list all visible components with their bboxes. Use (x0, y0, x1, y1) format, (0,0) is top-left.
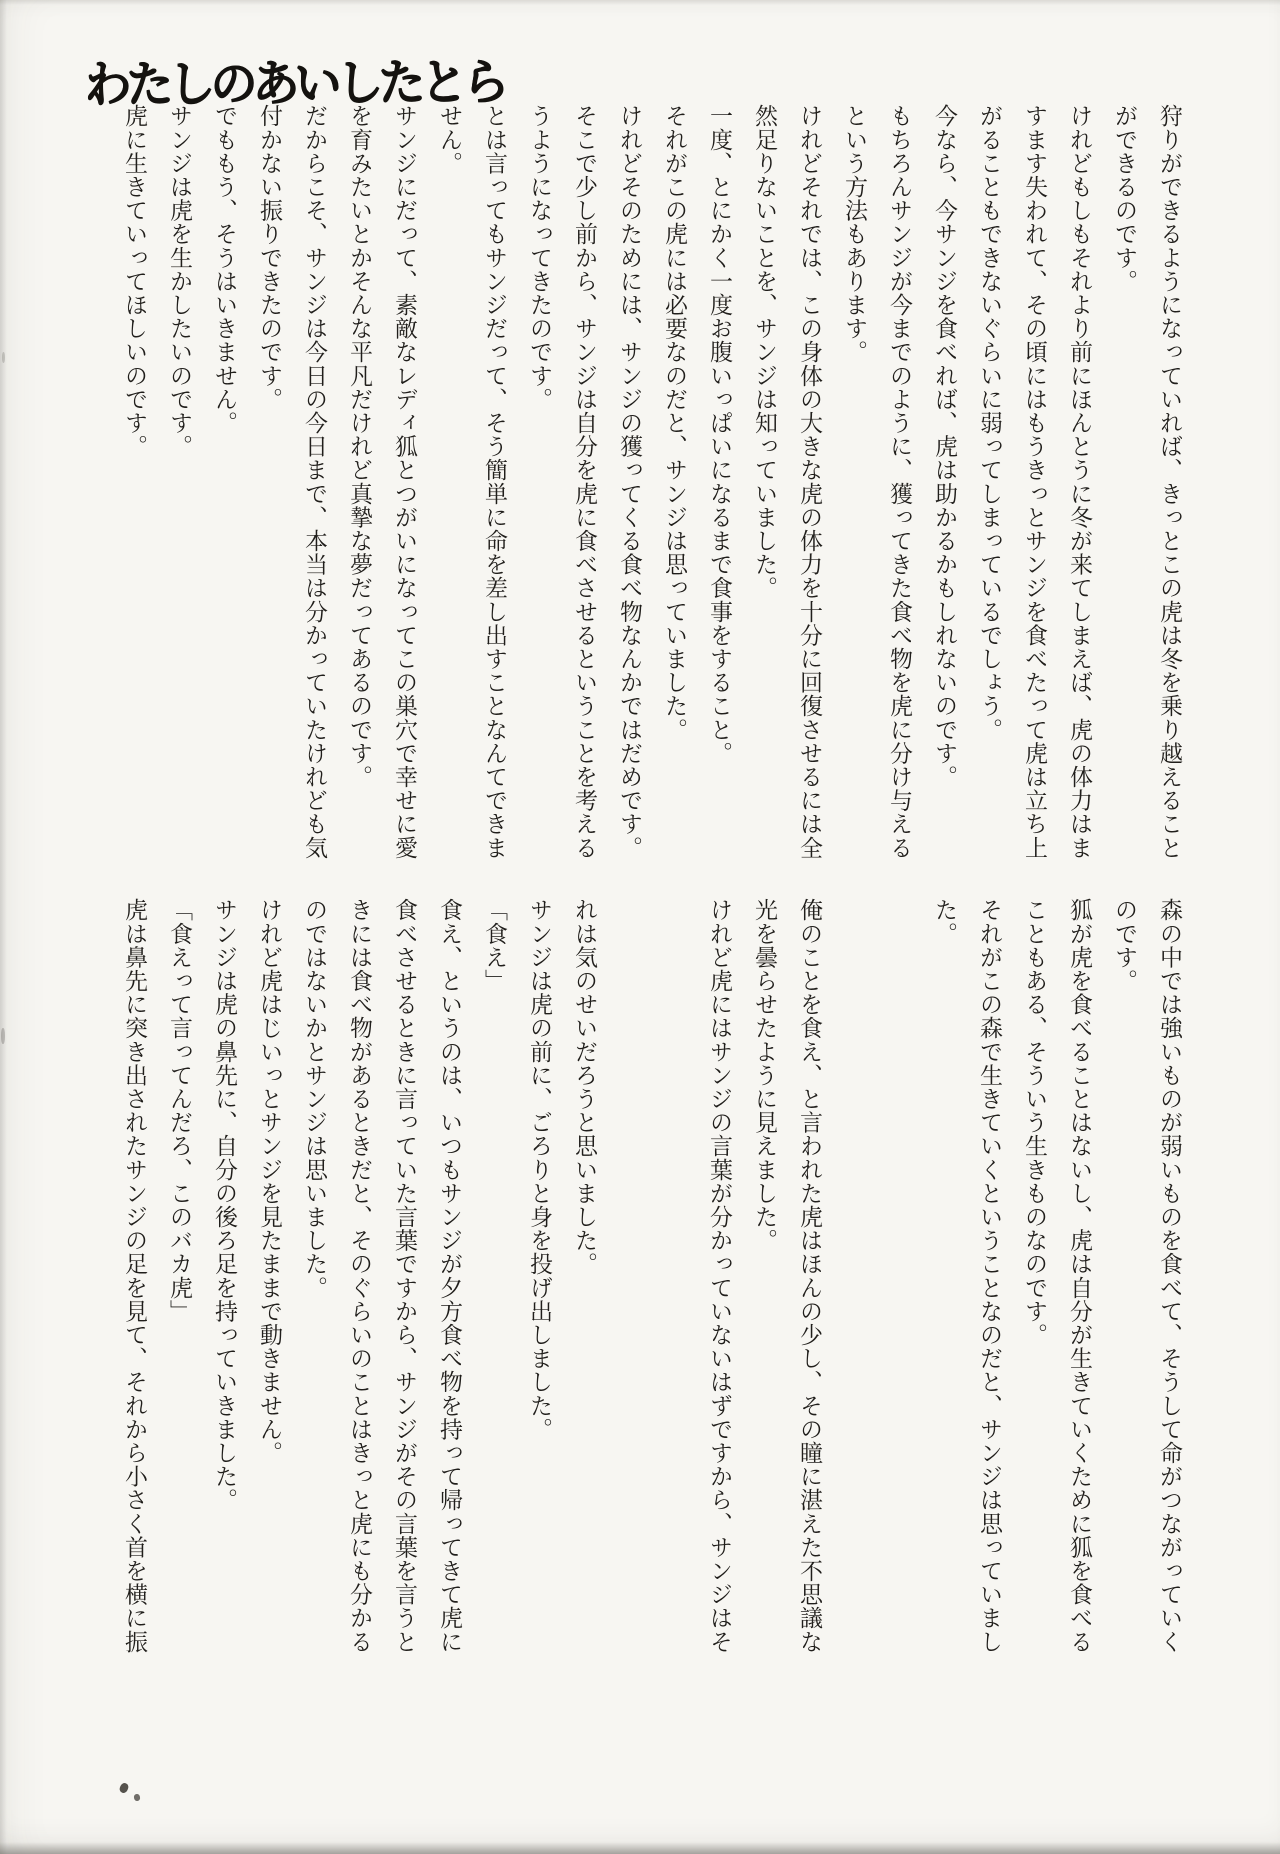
text-column: けれどそれでは、この身体の大きな虎の体力を十分に回復させるには全 (797, 104, 822, 860)
text-column: 森の中では強いものが弱いものを食べて、そうして命がつながっていく (1157, 898, 1182, 1654)
text-column: た。 (932, 898, 957, 946)
text-column (877, 898, 922, 1698)
text-column: れは気のせいだろうと思いました。 (572, 898, 597, 1276)
text-column: という方法もあります。 (842, 104, 867, 364)
text-column: うようになってきたのです。 (527, 104, 552, 411)
text-column: もちろんサンジが今までのように、獲ってきた食べ物を虎に分け与える (887, 104, 912, 860)
text-column (832, 898, 877, 1698)
text-column: けれど虎はじいっとサンジを見たままで動きません。 (257, 898, 282, 1465)
text-column: とは言ってもサンジだって、そう簡単に命を差し出すことなんてできま (482, 104, 507, 860)
scan-edge-shadow-top (0, 0, 1280, 5)
scan-speck (133, 1793, 140, 1801)
text-column: そこで少し前から、サンジは自分を虎に食べさせるということを考える (572, 104, 597, 860)
scan-speck (1, 1028, 5, 1044)
text-column (652, 898, 697, 1698)
text-column: 光を曇らせたように見えました。 (752, 898, 777, 1252)
text-column: 一度、とにかく一度お腹いっぱいになるまで食事をすること。 (707, 104, 732, 765)
text-column: せん。 (437, 104, 462, 175)
story-title: わたしのあいしたとら (84, 53, 505, 115)
text-column: 虎に生きていってほしいのです。 (122, 104, 147, 458)
text-column: 付かない振りできたのです。 (257, 104, 282, 411)
text-column: けれど虎にはサンジの言葉が分かっていないはずですから、サンジはそ (707, 898, 732, 1654)
text-column: それがこの森で生きていくということなのだと、サンジは思っていまし (977, 898, 1002, 1654)
text-column: ができるのです。 (1112, 104, 1137, 293)
text-column: サンジは虎の鼻先に、自分の後ろ足を持っていきました。 (212, 898, 237, 1512)
text-column: のではないかとサンジは思いました。 (302, 898, 327, 1300)
text-column: それがこの虎には必要なのだと、サンジは思っていました。 (662, 104, 687, 742)
text-column: サンジにだって、素敵なレディ狐とつがいになってこの巣穴で幸せに愛 (392, 104, 417, 860)
text-column: だからこそ、サンジは今日の今日まで、本当は分かっていたけれども気 (302, 104, 327, 860)
text-column (607, 898, 652, 1698)
bottom-text-block (112, 898, 1192, 1698)
text-column: サンジは虎の前に、ごろりと身を投げ出しました。 (527, 898, 552, 1441)
scan-edge-shadow-left (0, 0, 7, 1854)
text-column: けれどもしもそれより前にほんとうに冬が来てしまえば、虎の体力はま (1067, 104, 1092, 860)
text-column: 「食え」 (482, 898, 507, 993)
text-column: 俺のことを食え、と言われた虎はほんの少し、その瞳に湛えた不思議な (797, 898, 822, 1654)
text-column: のです。 (1112, 898, 1137, 993)
text-column: でももう、そうはいきません。 (212, 104, 237, 435)
text-column: けれどそのためには、サンジの獲ってくる食べ物なんかではだめです。 (617, 104, 642, 860)
text-column: 「食えって言ってんだろ、このバカ虎」 (167, 898, 192, 1323)
text-column: サンジは虎を生かしたいのです。 (167, 104, 192, 458)
scan-edge-shadow-bottom (0, 1842, 1280, 1854)
text-column: 食え、というのは、いつもサンジが夕方食べ物を持って帰ってきて虎に (437, 898, 462, 1654)
text-column: こともある、そういう生きものなのです。 (1022, 898, 1047, 1347)
scan-speck (2, 352, 5, 363)
top-text-block (112, 104, 1192, 890)
text-column: 狩りができるようになっていれば、きっとこの虎は冬を乗り越えること (1157, 104, 1182, 860)
text-column: すます失われて、その頃にはもうきっとサンジを食べたって虎は立ち上 (1022, 104, 1047, 860)
text-column: 虎は鼻先に突き出されたサンジの足を見て、それから小さく首を横に振 (122, 898, 147, 1654)
scan-speck (118, 1782, 129, 1794)
text-column: 食べさせるときに言っていた言葉ですから、サンジがその言葉を言うと (392, 898, 417, 1654)
text-column: 狐が虎を食べることはないし、虎は自分が生きていくために狐を食べる (1067, 898, 1092, 1654)
text-column: きには食べ物があるときだと、そのぐらいのことはきっと虎にも分かる (347, 898, 372, 1654)
text-column: 然足りないことを、サンジは知っていました。 (752, 104, 777, 600)
text-column: 今なら、今サンジを食べれば、虎は助かるかもしれないのです。 (932, 104, 957, 789)
text-column: を育みたいとかそんな平凡だけれど真摯な夢だってあるのです。 (347, 104, 372, 789)
text-column: がることもできないぐらいに弱ってしまっているでしょう。 (977, 104, 1002, 742)
